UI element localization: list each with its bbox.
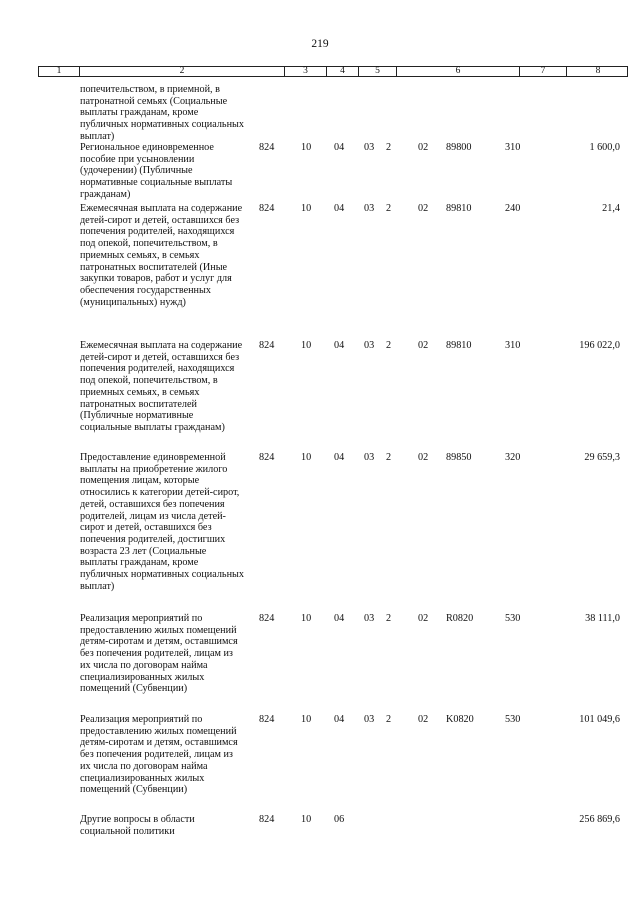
amount: 38 111,0 bbox=[585, 613, 620, 624]
amount: 29 659,3 bbox=[584, 452, 620, 463]
subsection-code: 06 bbox=[334, 814, 345, 825]
table-row bbox=[0, 814, 640, 844]
table-row bbox=[0, 452, 640, 613]
header-cell-4: 4 bbox=[326, 67, 358, 76]
program-code-part: 2 bbox=[386, 714, 392, 725]
program-code-part: 89800 bbox=[446, 142, 472, 153]
program-code-part: K0820 bbox=[446, 714, 474, 725]
row-description: попечительством, в приемной, в патронатной семьях (Социальные выплаты гражданам, кроме публичных нормативных социальных выплат) bbox=[80, 84, 244, 142]
grbs-code: 824 bbox=[259, 452, 275, 463]
expense-type-code: 530 bbox=[505, 613, 521, 624]
program-code-part: 02 bbox=[418, 452, 429, 463]
program-code-part: 03 bbox=[364, 613, 375, 624]
expense-type-code: 240 bbox=[505, 203, 521, 214]
grbs-code: 824 bbox=[259, 340, 275, 351]
header-cell-2: 2 bbox=[79, 67, 284, 76]
grbs-code: 824 bbox=[259, 714, 275, 725]
program-code-part: 2 bbox=[386, 142, 392, 153]
subsection-code: 04 bbox=[334, 340, 345, 351]
grbs-code: 824 bbox=[259, 814, 275, 825]
section-code: 10 bbox=[301, 203, 312, 214]
grbs-code: 824 bbox=[259, 203, 275, 214]
amount: 101 049,6 bbox=[579, 714, 620, 725]
table-row bbox=[0, 340, 640, 452]
expense-type-code: 320 bbox=[505, 452, 521, 463]
program-code-part: 89810 bbox=[446, 340, 472, 351]
grbs-code: 824 bbox=[259, 142, 275, 153]
expense-type-code: 310 bbox=[505, 340, 521, 351]
row-description: Реализация мероприятий по предоставлению жилых помещений детям-сиротам и детям, оставшимся без попечения родителей, лицам из их числа по договорам найма специализированных жилых помещений (Субвенции) bbox=[80, 613, 238, 695]
header-cell-1: 1 bbox=[56, 66, 62, 76]
program-code-part: 03 bbox=[364, 203, 375, 214]
row-description: Ежемесячная выплата на содержание детей-сирот и детей, оставшихся без попечения родителей, находящихся под опекой, попечительством, в приемных семьях, в семьях патронатных воспитателей (Иные закупки товаров, работ и услуг для обеспечения государственных (муниципальных) нужд) bbox=[80, 203, 243, 308]
page-number: 219 bbox=[311, 38, 329, 50]
section-code: 10 bbox=[301, 814, 312, 825]
subsection-code: 04 bbox=[334, 714, 345, 725]
table-header-row bbox=[38, 66, 628, 77]
program-code-part: 2 bbox=[386, 340, 392, 351]
program-code-part: 03 bbox=[364, 452, 375, 463]
program-code-part: 89850 bbox=[446, 452, 472, 463]
row-description: Другие вопросы в области социальной политики bbox=[80, 814, 195, 837]
subsection-code: 04 bbox=[334, 452, 345, 463]
row-description: Реализация мероприятий по предоставлению жилых помещений детям-сиротам и детям, оставшимся без попечения родителей, лицам из их числа по договорам найма специализированных жилых помещений (Субвенции) bbox=[80, 714, 238, 796]
subsection-code: 04 bbox=[334, 142, 345, 153]
program-code-part: 02 bbox=[418, 714, 429, 725]
row-description: Предоставление единовременной выплаты на приобретение жилого помещения лицам, которые относились к категории детей-сирот, детей, оставшихся без попечения родителей, лицам из числа детей-сирот и детей, оставшихся без попечения родителей, достигших возраста 23 лет (Социальные выплаты гражданам, кроме публичных нормативных социальных выплат) bbox=[80, 452, 244, 592]
program-code-part: 2 bbox=[386, 613, 392, 624]
amount: 196 022,0 bbox=[579, 340, 620, 351]
header-cell-7: 7 bbox=[519, 67, 566, 76]
expense-type-code: 530 bbox=[505, 714, 521, 725]
table-row bbox=[0, 142, 640, 203]
program-code-part: 02 bbox=[418, 203, 429, 214]
table-row bbox=[0, 84, 640, 142]
subsection-code: 04 bbox=[334, 203, 345, 214]
amount: 1 600,0 bbox=[589, 142, 620, 153]
expense-type-code: 310 bbox=[505, 142, 521, 153]
table-row bbox=[0, 714, 640, 814]
section-code: 10 bbox=[301, 340, 312, 351]
program-code-part: R0820 bbox=[446, 613, 474, 624]
header-cell-6: 6 bbox=[396, 67, 519, 76]
section-code: 10 bbox=[301, 714, 312, 725]
header-cell-3: 3 bbox=[284, 67, 326, 76]
amount: 256 869,6 bbox=[579, 814, 620, 825]
section-code: 10 bbox=[301, 452, 312, 463]
program-code-part: 02 bbox=[418, 142, 429, 153]
program-code-part: 03 bbox=[364, 142, 375, 153]
grbs-code: 824 bbox=[259, 613, 275, 624]
header-cell-5: 5 bbox=[358, 67, 396, 76]
header-cell-8: 8 bbox=[566, 67, 629, 76]
row-description: Ежемесячная выплата на содержание детей-сирот и детей, оставшихся без попечения родителей, находящихся под опекой, попечительством, в приемных семьях, в семьях патронатных воспитателей (Публичные нормативные социальные выплаты гражданам) bbox=[80, 340, 243, 433]
section-code: 10 bbox=[301, 142, 312, 153]
program-code-part: 2 bbox=[386, 203, 392, 214]
program-code-part: 03 bbox=[364, 340, 375, 351]
amount: 21,4 bbox=[602, 203, 620, 214]
program-code-part: 2 bbox=[386, 452, 392, 463]
program-code-part: 02 bbox=[418, 613, 429, 624]
program-code-part: 03 bbox=[364, 714, 375, 725]
table-row bbox=[0, 203, 640, 340]
section-code: 10 bbox=[301, 613, 312, 624]
subsection-code: 04 bbox=[334, 613, 345, 624]
table-body bbox=[0, 84, 640, 844]
table-row bbox=[0, 613, 640, 714]
program-code-part: 89810 bbox=[446, 203, 472, 214]
program-code-part: 02 bbox=[418, 340, 429, 351]
row-description: Региональное единовременное пособие при усыновлении (удочерении) (Публичные нормативные социальные выплаты гражданам) bbox=[80, 142, 233, 200]
